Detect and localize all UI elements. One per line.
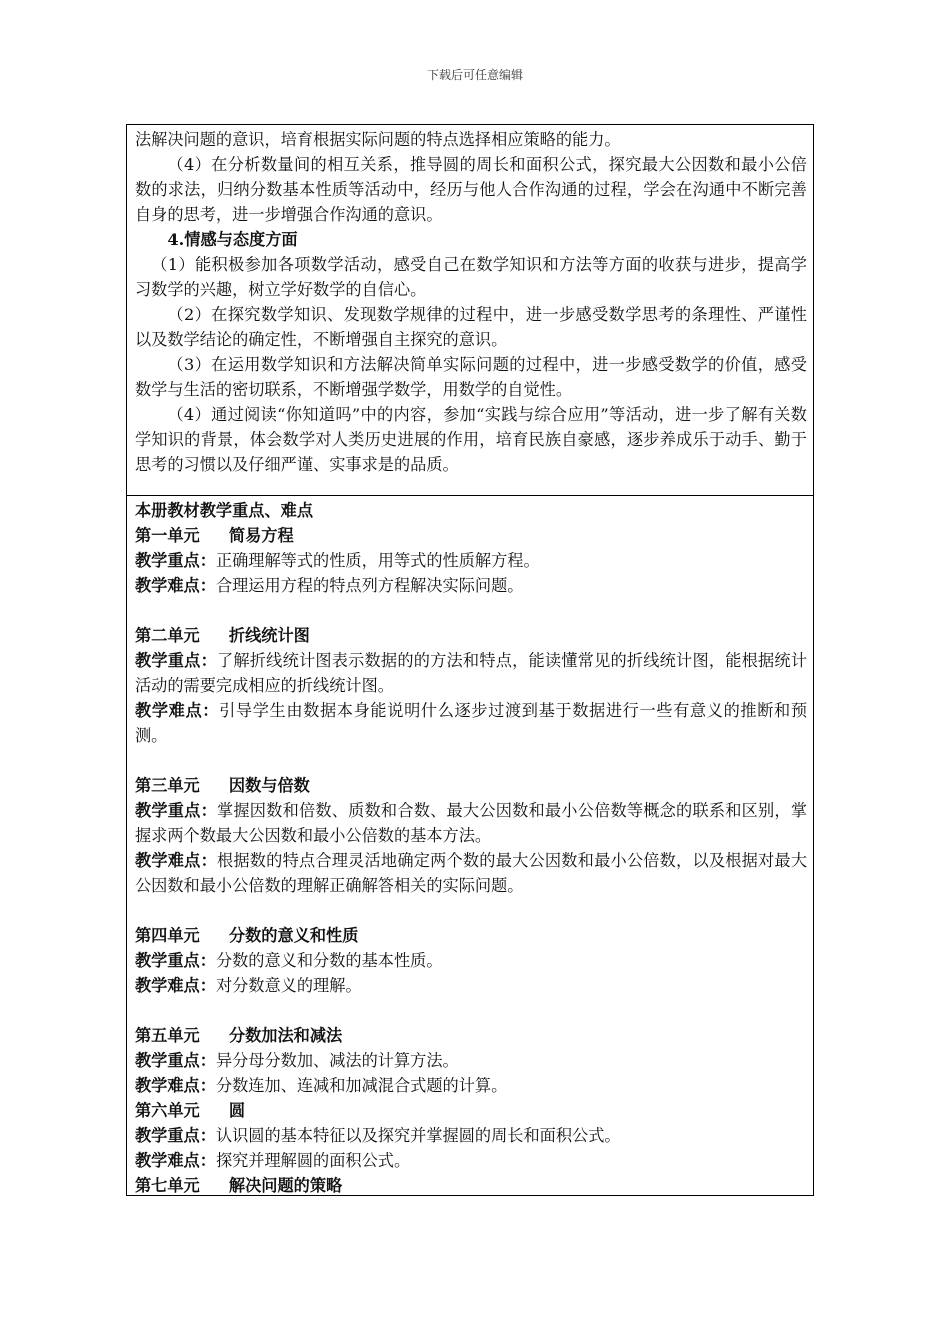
unit-4-heading: 第四单元 分数的意义和性质 [135,926,359,945]
unit-2-difficulty: 教学难点：引导学生由数据本身能说明什么逐步过渡到基于数据进行一些有意义的推断和预测。 [135,701,808,745]
emotion-item-4: （4）通过阅读“你知道吗”中的内容，参加“实践与综合应用”等活动，进一步了解有关数学知识的背景，体会数学对人类历史进展的作用，培育民族自豪感，逐步养成乐于动手、勤于思考的习惯以及仔细严谨、实事求是的品质。 [135,405,807,474]
unit-4-focus: 教学重点：分数的意义和分数的基本性质。 [135,951,443,970]
unit-5-difficulty: 教学难点：分数连加、连减和加减混合式题的计算。 [135,1076,508,1095]
section-title: 本册教材教学重点、难点 [135,501,314,520]
table-cell-objectives [126,124,814,496]
paragraph-communication-4: （4）在分析数量间的相互关系，推导圆的周长和面积公式，探究最大公因数和最小公倍数的求法，归纳分数基本性质等活动中，经历与他人合作沟通的过程，学会在沟通中不断完善自身的思考，进一步增强合作沟通的意识。 [135,155,807,224]
unit-3-difficulty: 教学难点：根据数的特点合理灵活地确定两个数的最大公因数和最小公倍数，以及根据对最大公因数和最小公倍数的理解正确解答相关的实际问题。 [135,851,808,895]
unit-5-heading: 第五单元 分数加法和减法 [135,1026,343,1045]
emotion-item-2: （2）在探究数学知识、发现数学规律的过程中，进一步感受数学思考的条理性、严谨性以及数学结论的确定性，不断增强自主探究的意识。 [135,305,807,349]
unit-6-focus: 教学重点：认识圆的基本特征以及探究并掌握圆的周长和面积公式。 [135,1126,621,1145]
unit-7-heading: 第七单元 解决问题的策略 [135,1176,343,1195]
objectives-content [135,127,807,477]
spacer [135,748,807,773]
unit-6-difficulty: 教学难点：探究并理解圆的面积公式。 [135,1151,411,1170]
unit-2-heading: 第二单元 折线统计图 [135,626,310,645]
spacer [135,998,807,1023]
paragraph-continuation: 法解决问题的意识，培育根据实际问题的特点选择相应策略的能力。 [135,130,621,149]
key-points-content [135,498,807,1198]
page-header: 下载后可任意编辑 [426,68,523,82]
unit-6-heading: 第六单元 圆 [135,1101,246,1120]
spacer [135,898,807,923]
table-cell-key-points [126,495,814,1196]
unit-5-focus: 教学重点：异分母分数加、减法的计算方法。 [135,1051,459,1070]
unit-1-difficulty: 教学难点：合理运用方程的特点列方程解决实际问题。 [135,576,524,595]
unit-4-difficulty: 教学难点：对分数意义的理解。 [135,976,362,995]
emotion-item-3: （3）在运用数学知识和方法解决简单实际问题的过程中，进一步感受数学的价值，感受数学与生活的密切联系，不断增强学数学，用数学的自觉性。 [135,355,807,399]
unit-3-focus: 教学重点：掌握因数和倍数、质数和合数、最大公因数和最小公倍数等概念的联系和区别，掌握求两个数最大公因数和最小公倍数的基本方法。 [135,801,808,845]
unit-2-focus: 教学重点：了解折线统计图表示数据的的方法和特点，能读懂常见的折线统计图，能根据统计活动的需要完成相应的折线统计图。 [135,651,808,695]
emotion-item-1: （1）能积极参加各项数学活动，感受自己在数学知识和方法等方面的收获与进步，提高学习数学的兴趣，树立学好数学的自信心。 [135,255,807,299]
unit-1-focus: 教学重点：正确理解等式的性质，用等式的性质解方程。 [135,551,540,570]
spacer [135,598,807,623]
heading-emotion-attitude: 4.情感与态度方面 [167,230,298,249]
unit-1-heading: 第一单元 简易方程 [135,526,294,545]
unit-3-heading: 第三单元 因数与倍数 [135,776,310,795]
